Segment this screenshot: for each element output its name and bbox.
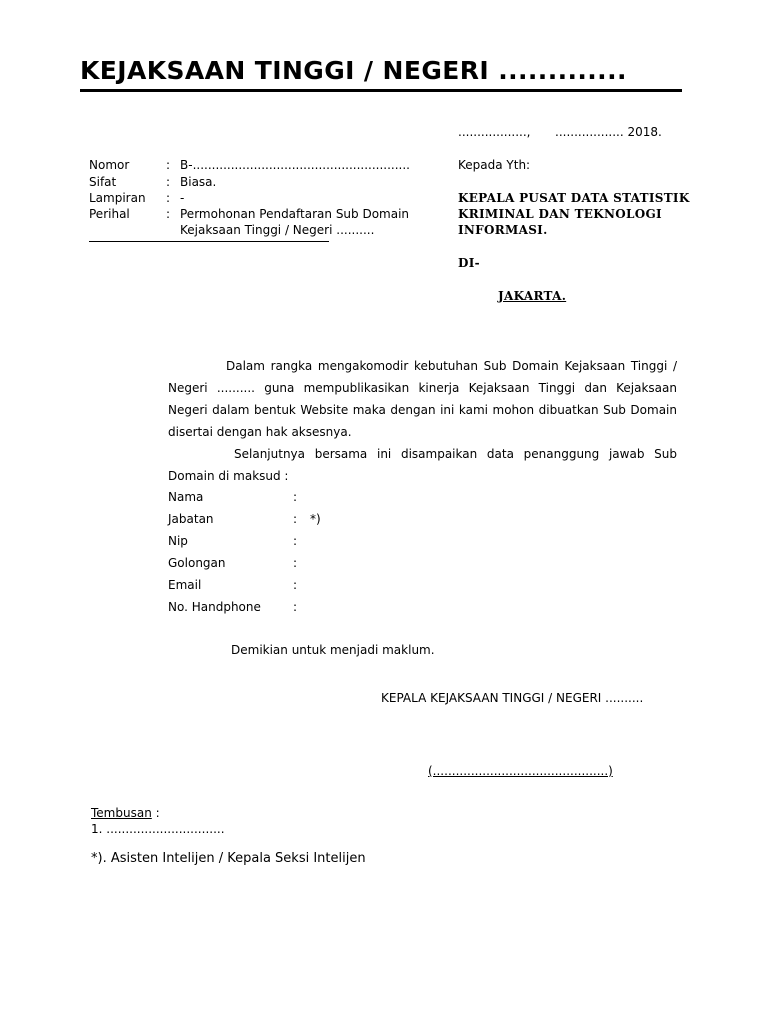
date-place: .................., bbox=[458, 125, 531, 139]
field-label-nama: Nama bbox=[168, 490, 204, 504]
meta-label-perihal: Perihal bbox=[89, 207, 130, 221]
recipient-city: JAKARTA. bbox=[498, 289, 567, 303]
recipient-line2: KRIMINAL DAN TEKNOLOGI bbox=[458, 207, 662, 221]
body-p1-line2: Negeri .......... guna mempublikasikan kinerja Kejaksaan Tinggi dan Kejaksaan bbox=[168, 381, 677, 395]
meta-colon: : bbox=[166, 207, 171, 221]
meta-value-perihal: Permohonan Pendaftaran Sub Domain bbox=[180, 207, 410, 221]
letterhead-rule bbox=[80, 89, 682, 92]
meta-label-sifat: Sifat bbox=[89, 175, 117, 189]
body-p1-line3: Negeri dalam bentuk Website maka dengan ini kami mohon dibuatkan Sub Domain bbox=[168, 403, 677, 417]
tembusan-label: Tembusan bbox=[91, 806, 152, 820]
field-label-jabatan: Jabatan bbox=[168, 512, 214, 526]
body-p2-line2: Domain di maksud : bbox=[168, 469, 289, 483]
tembusan-colon: : bbox=[155, 806, 160, 820]
recipient-line1: KEPALA PUSAT DATA STATISTIK bbox=[458, 191, 690, 205]
field-colon: : bbox=[293, 556, 298, 570]
field-colon: : bbox=[293, 490, 298, 504]
field-colon: : bbox=[293, 600, 298, 614]
field-value-jabatan: *) bbox=[310, 512, 321, 526]
meta-value-nomor: B-......................................................... bbox=[180, 158, 410, 172]
meta-colon: : bbox=[166, 191, 171, 205]
tembusan-heading bbox=[91, 806, 160, 820]
field-colon: : bbox=[293, 534, 298, 548]
meta-label-lampiran: Lampiran bbox=[89, 191, 146, 205]
field-label-email: Email bbox=[168, 578, 202, 592]
recipient-line3: INFORMASI. bbox=[458, 223, 548, 237]
meta-divider bbox=[89, 241, 329, 242]
recipient-greeting: Kepada Yth: bbox=[458, 158, 531, 172]
signature-position: KEPALA KEJAKSAAN TINGGI / NEGERI .......... bbox=[381, 691, 644, 705]
body-p1-line4: disertai dengan hak aksesnya. bbox=[168, 425, 352, 439]
field-label-golongan: Golongan bbox=[168, 556, 226, 570]
date-value: .................. 2018. bbox=[555, 125, 662, 139]
field-colon: : bbox=[293, 512, 298, 526]
field-colon: : bbox=[293, 578, 298, 592]
meta-label-nomor: Nomor bbox=[89, 158, 130, 172]
field-label-nip: Nip bbox=[168, 534, 188, 548]
footnote: *). Asisten Intelijen / Kepala Seksi Intelijen bbox=[91, 851, 366, 866]
meta-value-sifat: Biasa. bbox=[180, 175, 217, 189]
meta-colon: : bbox=[166, 175, 171, 189]
tembusan-item-1: 1. ............................... bbox=[91, 822, 225, 836]
meta-value-perihal-line2: Kejaksaan Tinggi / Negeri .......... bbox=[180, 223, 375, 237]
body-p2-line1: Selanjutnya bersama ini disampaikan data penanggung jawab Sub bbox=[234, 447, 677, 461]
closing-sentence: Demikian untuk menjadi maklum. bbox=[231, 643, 435, 657]
field-label-handphone: No. Handphone bbox=[168, 600, 261, 614]
letterhead-title: KEJAKSAAN TINGGI / NEGERI ............. bbox=[80, 56, 627, 85]
body-p1-line1: Dalam rangka mengakomodir kebutuhan Sub Domain Kejaksaan Tinggi / bbox=[226, 359, 677, 373]
recipient-di: DI- bbox=[458, 256, 480, 270]
signature-name: (..............................................) bbox=[428, 764, 613, 778]
meta-colon: : bbox=[166, 158, 171, 172]
meta-value-lampiran: - bbox=[180, 191, 185, 205]
